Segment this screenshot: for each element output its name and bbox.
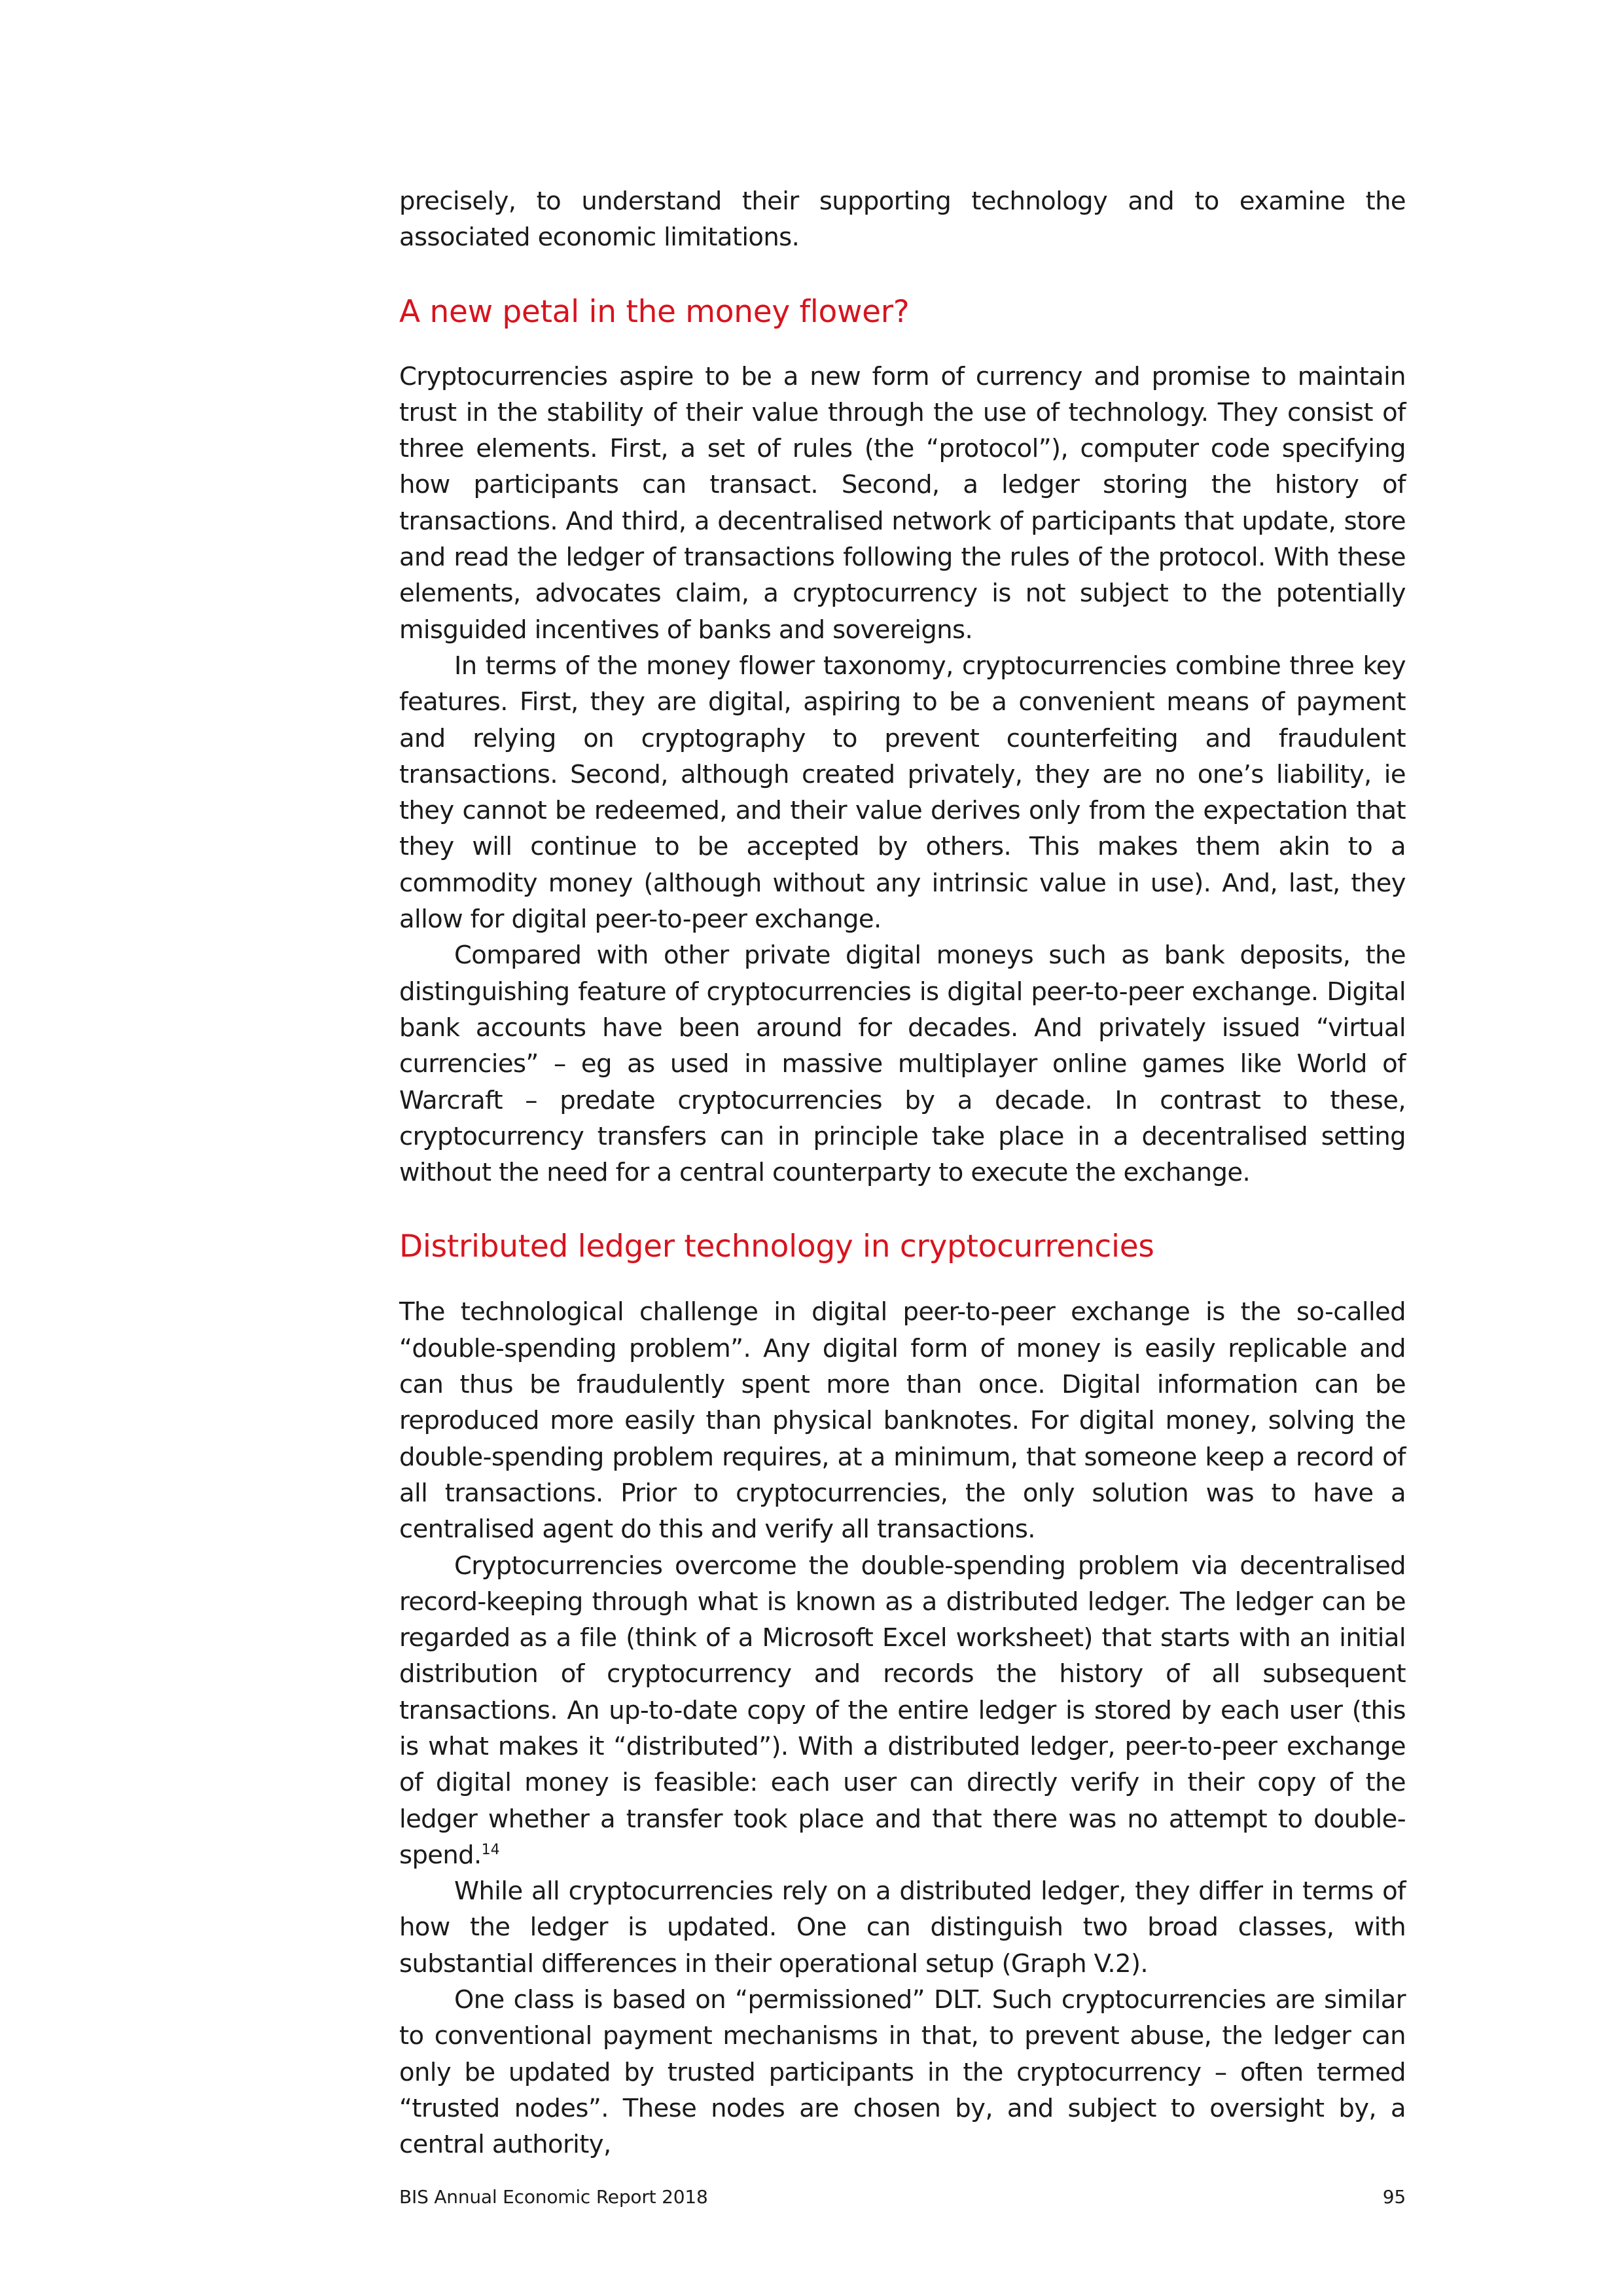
paragraph-intro-continuation: precisely, to understand their supporting technology and to examine the associated economic limitations. <box>399 187 1406 253</box>
footnote-reference-14[interactable]: 14 <box>481 1841 500 1858</box>
paragraph-money-flower-taxonomy: In terms of the money flower taxonomy, cryptocurrencies combine three key features. First, they are digital, aspiring to be a convenient means of payment and relying on cryptography to prevent counterfeiting and fraudulent transactions. Second, although created privately, they are no one’s liability, ie they cannot be redeemed, and their value derives only from the expectation that they will continue to be accepted by others. This makes them akin to a commodity money (although without any intrinsic value in use). And, last, they allow for digital peer-to-peer exchange. <box>399 651 1406 935</box>
section-heading-money-flower: A new petal in the money flower? <box>399 293 910 330</box>
paragraph-peer-to-peer-exchange: Compared with other private digital moneys such as bank deposits, the distinguishing feature of cryptocurrencies is digital peer-to-peer exchange. Digital bank accounts have been around for decades. And privately issued “virtual currencies” – eg as used in massive multiplayer online games like World of Warcraft – predate cryptocurrencies by a decade. In contrast to these, cryptocurrency transfers can in principle take place in a decentralised setting without the need for a central counterparty to execute the exchange. <box>399 941 1406 1188</box>
section-heading-distributed-ledger: Distributed ledger technology in cryptocurrencies <box>399 1229 1154 1265</box>
paragraph-double-spending-problem: The technological challenge in digital peer-to-peer exchange is the so-called “double-spending problem”. Any digital form of money is easily replicable and can thus be fraudulently spent more than once. Digital information can be reproduced more easily than physical banknotes. For digital money, solving the double-spending problem requires, at a minimum, that someone keep a record of all transactions. Prior to cryptocurrencies, the only solution was to have a centralised agent do this and verify all transactions. <box>399 1297 1406 1545</box>
paragraph-ledger-update-classes: While all cryptocurrencies rely on a distributed ledger, they differ in terms of how the ledger is updated. One can distinguish two broad classes, with substantial differences in their operational setup (Graph V.2). <box>399 1876 1406 1979</box>
paragraph-permissioned-dlt: One class is based on “permissioned” DLT. Such cryptocurrencies are similar to conventional payment mechanisms in that, to prevent abuse, the ledger can only be updated by trusted participants in the cryptocurrency – often termed “trusted nodes”. These nodes are chosen by, and subject to oversight by, a central authority, <box>399 1985 1406 2160</box>
paragraph-distributed-ledger <box>399 1548 1406 1874</box>
footer-publication-title: BIS Annual Economic Report 2018 <box>399 2186 708 2208</box>
footer-page-number: 95 <box>1382 2186 1406 2208</box>
paragraph-cryptocurrency-elements: Cryptocurrencies aspire to be a new form of currency and promise to maintain trust in the stability of their value through the use of technology. They consist of three elements. First, a set of rules (the “protocol”), computer code specifying how participants can transact. Second, a ledger storing the history of transactions. And third, a decentralised network of participants that update, store and read the ledger of transactions following the rules of the protocol. With these elements, advocates claim, a cryptocurrency is not subject to the potentially misguided incentives of banks and sovereigns. <box>399 361 1406 645</box>
page-body <box>399 183 1406 2163</box>
paragraph-distributed-ledger-text: Cryptocurrencies overcome the double-spending problem via decentralised record-keeping through what is known as a distributed ledger. The ledger can be regarded as a file (think of a Microsoft Excel worksheet) that starts with an initial distribution of cryptocurrency and records the history of all subsequent transactions. An up-to-date copy of the entire ledger is stored by each user (this is what makes it “distributed”). With a distributed ledger, peer-to-peer exchange of digital money is feasible: each user can directly verify in their copy of the ledger whether a transfer took place and that there was no attempt to double-spend. <box>399 1551 1406 1870</box>
